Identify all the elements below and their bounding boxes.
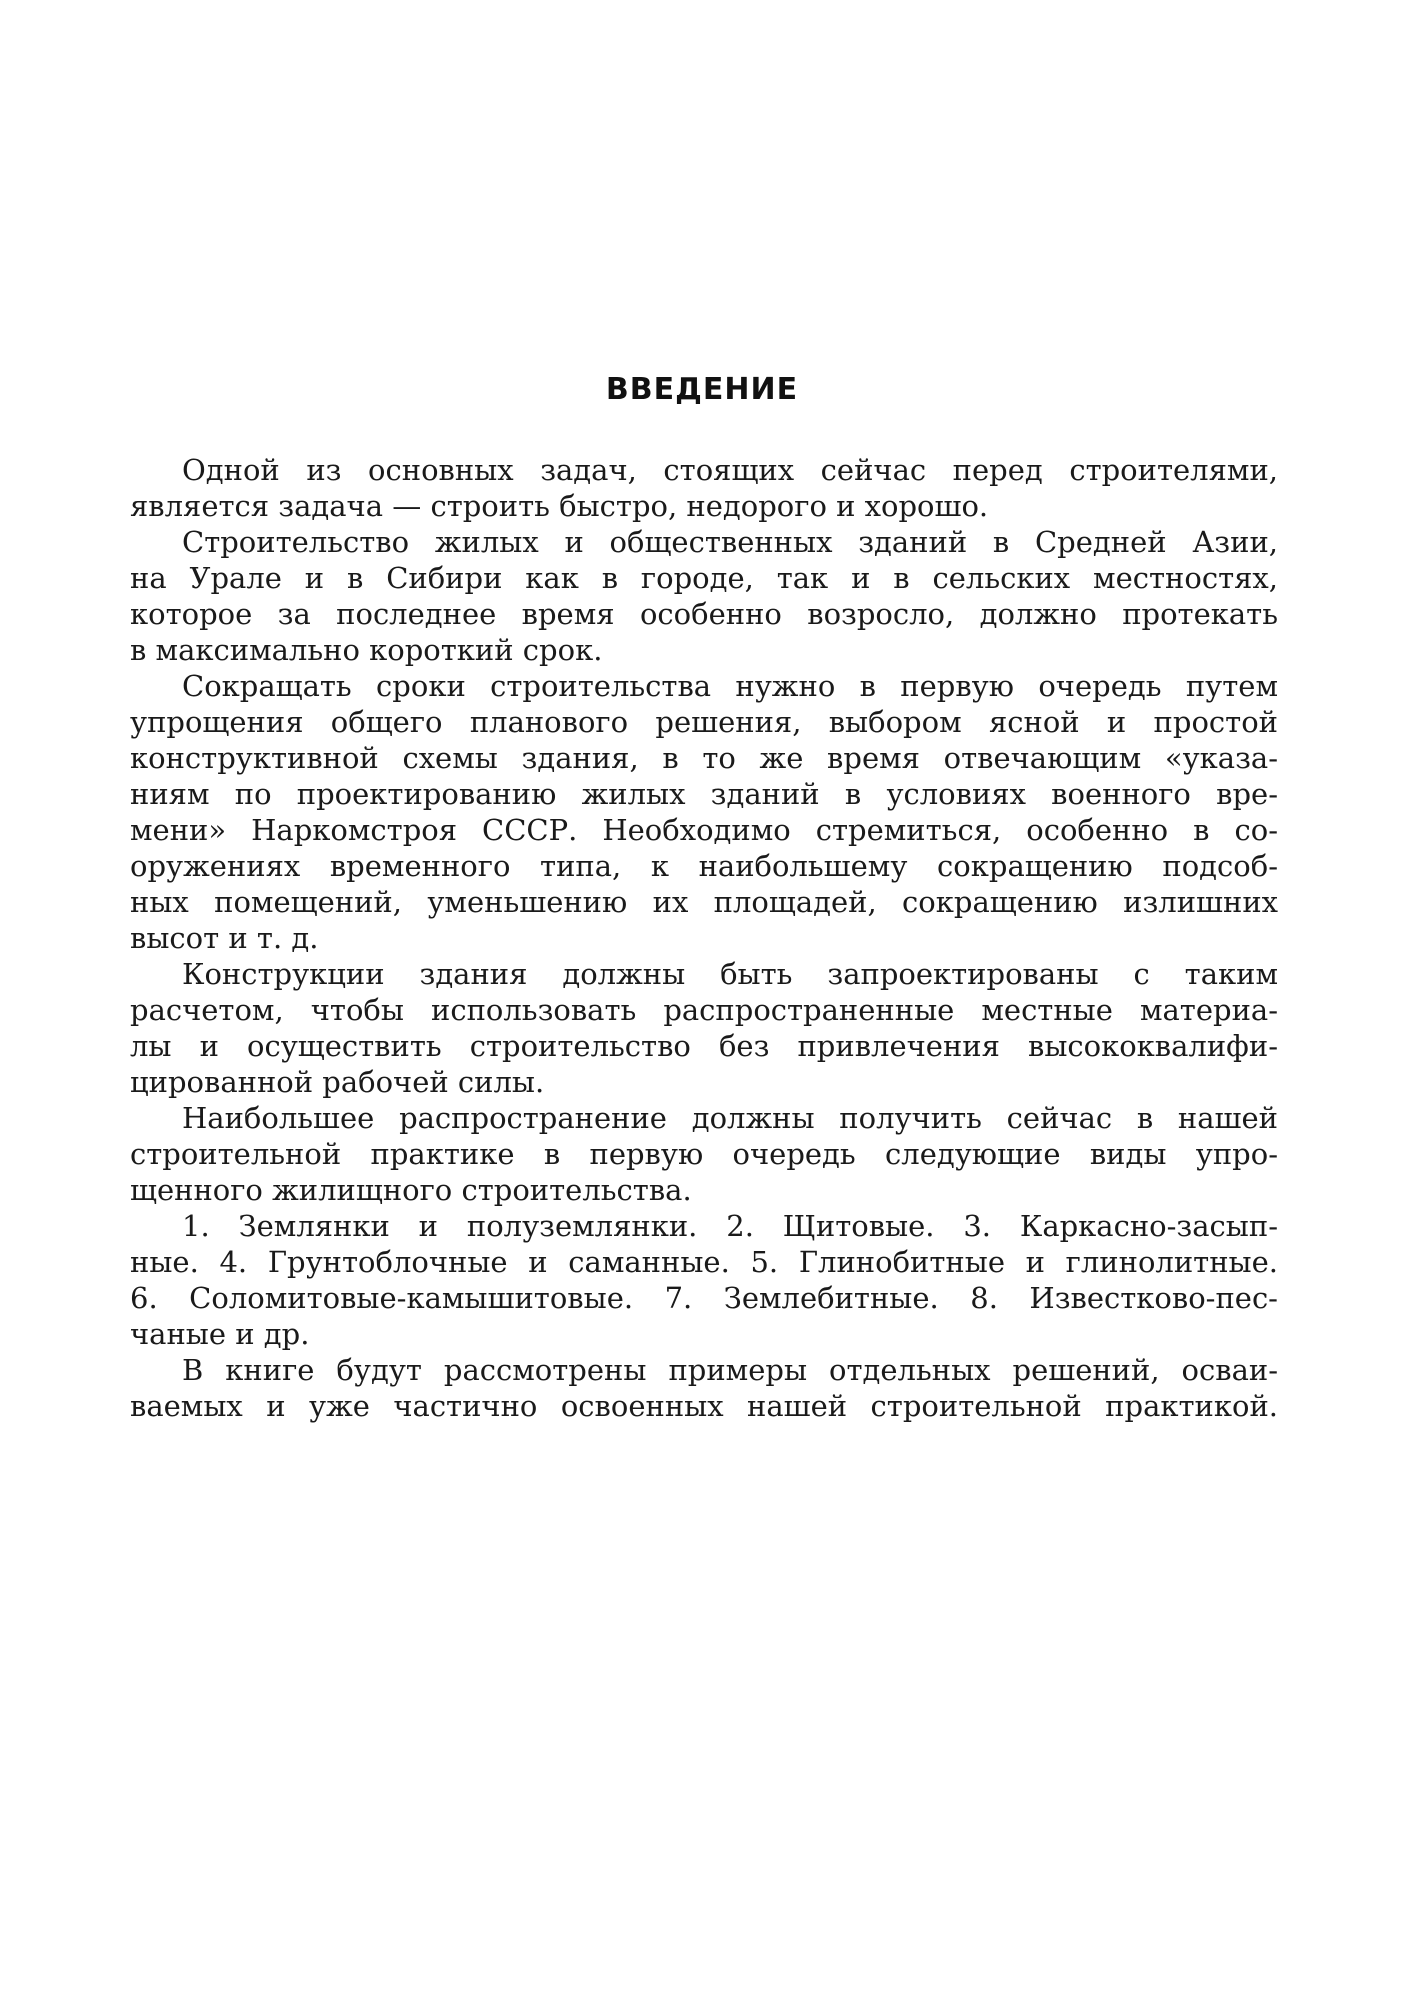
text-line: лы и осуществить строительство без привлечения высококвалифи- bbox=[130, 1029, 1278, 1063]
text-line: мени» Наркомстроя СССР. Необходимо стремиться, особенно в со- bbox=[130, 813, 1278, 847]
text-line: ниям по проектированию жилых зданий в условиях военного вре- bbox=[130, 777, 1278, 811]
text-line: строительной практике в первую очередь следующие виды упро- bbox=[130, 1137, 1278, 1171]
body-text bbox=[130, 452, 1278, 1424]
text-line: является задача — строить быстро, недорого и хорошо. bbox=[130, 489, 989, 523]
text-line: цированной рабочей силы. bbox=[130, 1065, 545, 1099]
paragraph-5 bbox=[130, 1100, 1278, 1208]
text-line: расчетом, чтобы использовать распространенные местные материа- bbox=[130, 993, 1278, 1027]
text-line: щенного жилищного строительства. bbox=[130, 1173, 692, 1207]
text-line: Строительство жилых и общественных зданий в Средней Азии, bbox=[182, 525, 1278, 559]
text-line: 6. Соломитовые-камышитовые. 7. Землебитные. 8. Известково-пес- bbox=[130, 1281, 1278, 1315]
text-line: В книге будут рассмотрены примеры отдельных решений, осваи- bbox=[182, 1353, 1278, 1387]
text-line: высот и т. д. bbox=[130, 921, 319, 955]
paragraph-2 bbox=[130, 524, 1278, 668]
paragraph-4 bbox=[130, 956, 1278, 1100]
text-line: Наибольшее распространение должны получить сейчас в нашей bbox=[182, 1101, 1278, 1135]
text-line: 1. Землянки и полуземлянки. 2. Щитовые. 3. Каркасно-засып- bbox=[182, 1209, 1278, 1243]
text-line: Одной из основных задач, стоящих сейчас перед строителями, bbox=[182, 453, 1278, 487]
text-line: чаные и др. bbox=[130, 1317, 310, 1351]
text-line: ваемых и уже частично освоенных нашей строительной практикой. bbox=[130, 1389, 1278, 1423]
text-line: в максимально короткий срок. bbox=[130, 633, 603, 667]
paragraph-1 bbox=[130, 452, 1278, 524]
paragraph-7 bbox=[130, 1352, 1278, 1424]
text-line: ные. 4. Грунтоблочные и саманные. 5. Глинобитные и глинолитные. bbox=[130, 1245, 1278, 1279]
text-line: Конструкции здания должны быть запроектированы с таким bbox=[182, 957, 1278, 991]
text-line: конструктивной схемы здания, в то же время отвечающим «указа- bbox=[130, 741, 1278, 775]
paragraph-3 bbox=[130, 668, 1278, 956]
text-line: которое за последнее время особенно возросло, должно протекать bbox=[130, 597, 1278, 631]
text-line: упрощения общего планового решения, выбором ясной и простой bbox=[130, 705, 1278, 739]
text-line: Сокращать сроки строительства нужно в первую очередь путем bbox=[182, 669, 1278, 703]
text-line: оружениях временного типа, к наибольшему сокращению подсоб- bbox=[130, 849, 1278, 883]
text-line: на Урале и в Сибири как в городе, так и в сельских местностях, bbox=[130, 561, 1278, 595]
page-title: ВВЕДЕНИЕ bbox=[605, 372, 799, 407]
paragraph-6 bbox=[130, 1208, 1278, 1352]
text-line: ных помещений, уменьшению их площадей, сокращению излишних bbox=[130, 885, 1278, 919]
